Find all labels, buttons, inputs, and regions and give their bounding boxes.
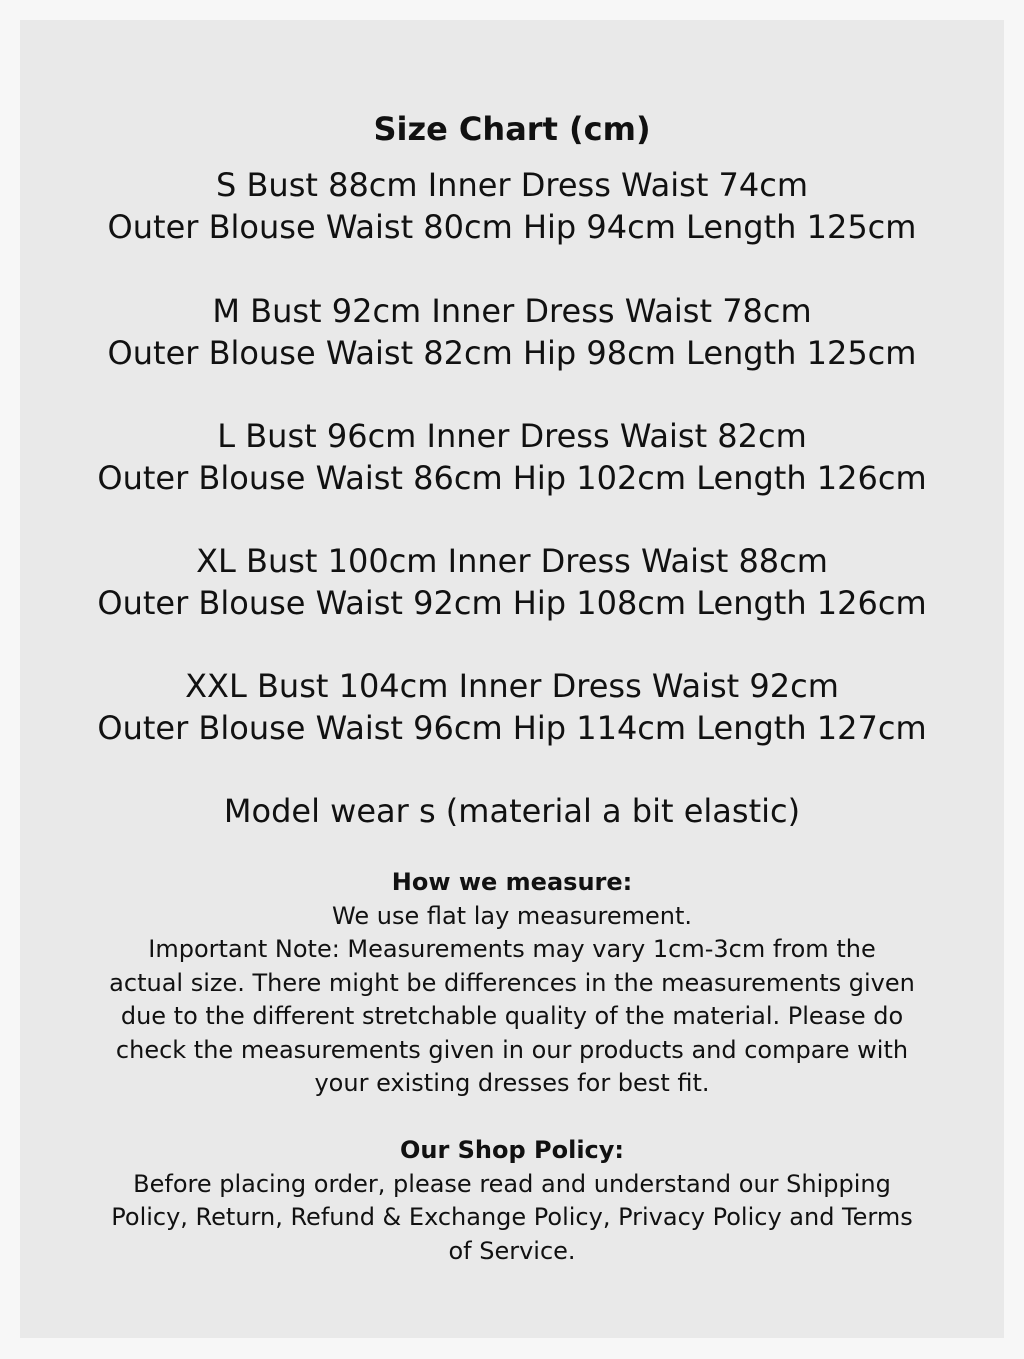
size-s-line2: Outer Blouse Waist 80cm Hip 94cm Length 125cm: [107, 208, 917, 246]
policy-title: Our Shop Policy:: [399, 1136, 625, 1164]
size-xxl-line1: XXL Bust 104cm Inner Dress Waist 92cm: [185, 667, 839, 705]
size-xl-line2: Outer Blouse Waist 92cm Hip 108cm Length 126cm: [97, 584, 927, 622]
size-l-line2: Outer Blouse Waist 86cm Hip 102cm Length 126cm: [97, 459, 927, 497]
policy-line: of Service.: [448, 1236, 576, 1265]
policy-section: [20, 1134, 1004, 1268]
page-title: Size Chart (cm): [373, 110, 651, 148]
size-l-line1: L Bust 96cm Inner Dress Waist 82cm: [217, 417, 807, 455]
policy-line: Before placing order, please read and understand our Shipping: [133, 1169, 891, 1198]
size-chart-card: [20, 20, 1004, 1338]
measure-title: How we measure:: [391, 868, 633, 896]
measure-line: check the measurements given in our products and compare with: [115, 1035, 909, 1064]
size-xl-block: [20, 540, 1004, 624]
model-note: Model wear s (material a bit elastic): [223, 792, 801, 830]
size-s-line1: S Bust 88cm Inner Dress Waist 74cm: [215, 166, 809, 204]
size-xl-line1: XL Bust 100cm Inner Dress Waist 88cm: [196, 542, 828, 580]
size-m-block: [20, 290, 1004, 374]
policy-line: Policy, Return, Refund & Exchange Policy, Privacy Policy and Terms: [111, 1203, 913, 1231]
measure-line: your existing dresses for best fit.: [314, 1069, 710, 1097]
size-s-block: [20, 164, 1004, 248]
measure-line: due to the different stretchable quality of the material. Please do: [120, 1002, 904, 1030]
size-m-line2: Outer Blouse Waist 82cm Hip 98cm Length 125cm: [107, 334, 917, 372]
measure-line: actual size. There might be differences in the measurements given: [109, 968, 915, 997]
size-xxl-block: [20, 665, 1004, 749]
measure-line: Important Note: Measurements may vary 1cm-3cm from the: [148, 935, 876, 963]
size-xxl-line2: Outer Blouse Waist 96cm Hip 114cm Length 127cm: [97, 709, 927, 747]
measure-section: [20, 866, 1004, 1101]
size-l-block: [20, 415, 1004, 499]
measure-line: We use flat lay measurement.: [332, 901, 692, 930]
size-m-line1: M Bust 92cm Inner Dress Waist 78cm: [212, 292, 812, 330]
